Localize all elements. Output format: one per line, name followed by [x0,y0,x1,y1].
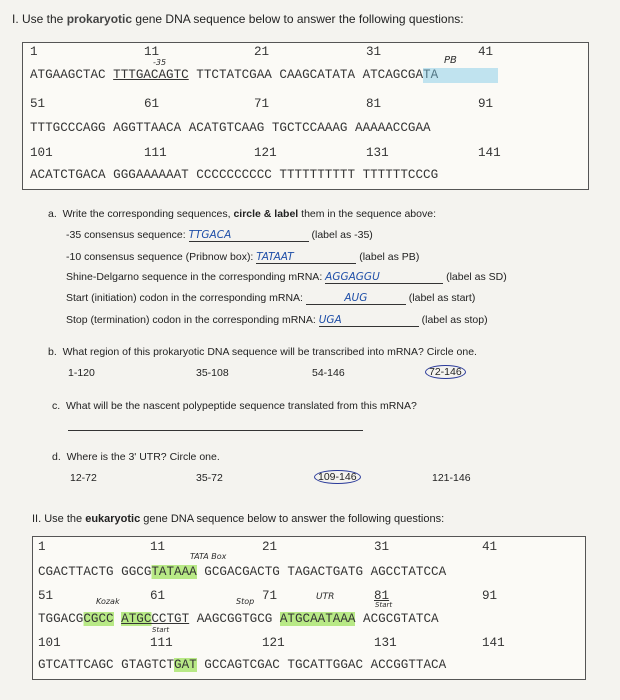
num: 71 [262,589,278,603]
seq-block: ATGAAGCTAC [30,68,106,82]
num: 11 [144,45,160,59]
seq-block: AGCCTATCCA [370,565,447,579]
seq-block-tga: GTAGTCTGAT [121,658,197,672]
qd-option-2[interactable]: 35-72 [196,472,223,484]
qd-option-1[interactable]: 12-72 [70,472,97,484]
num: 21 [262,540,278,554]
qa-answer-field[interactable] [189,229,309,242]
qc-answer-field[interactable] [68,428,363,431]
num: 1 [38,540,46,554]
part1-title [12,12,464,26]
part2-title [32,513,444,525]
qc-prompt: What will be the nascent polypeptide sequence translated from this mRNA? [66,400,417,412]
num: 91 [482,589,498,603]
num: 61 [144,97,160,111]
seq-block-atg: ATGCCCTGT [121,612,190,626]
qb-prompt: What region of this prokaryotic DNA sequence will be transcribed into mRNA? Circle one. [62,346,477,358]
num: 41 [482,540,498,554]
qa-note: (label as start) [408,292,476,304]
part2-title-post: gene DNA sequence below to answer the following questions: [140,513,445,525]
num: 121 [262,636,285,650]
num: 71 [254,97,270,111]
part1-title-pre: I. Use the [12,12,67,26]
seq1-row3 [30,168,438,182]
qa-answer: AUG [344,292,368,304]
seq-block-kozak: TGGACGCGCC [38,612,114,626]
seq-block-polya: ATGCAATAAA [279,612,356,626]
seq-block: ACGCGTATCA [363,612,439,626]
mark-start-2: Start [152,626,170,634]
seq-block: ACCGGTTACA [370,658,447,672]
num: 141 [482,636,505,650]
qa-prompt: Write the corresponding sequences, [62,208,234,220]
qa-answer: AGGAGGU [325,271,380,283]
qa-prompt-post: them in the sequence above: [298,208,436,220]
seq2-row1 [38,565,446,579]
seq1-row2 [30,121,431,135]
qa-line-2 [66,251,419,264]
qa-line-text: Shine-Delgarno sequence in the corresponding mRNA: [66,271,323,283]
num: 111 [144,146,167,160]
num: 1 [30,45,38,59]
qa-answer: UGA [318,314,342,326]
mark-tata-box: TATA Box [190,552,227,561]
num: 81 [366,97,382,111]
mark-kozak: Kozak [96,597,120,606]
mark-minus35: -35 [153,58,167,67]
seq-block: GCCAGTCGAC [204,658,280,672]
qa-line-5 [66,314,488,327]
qa-line-1 [66,229,373,242]
seq-block: TTTTTTTTTT [279,168,355,182]
seq-block: GCGACGACTG [204,565,280,579]
part2-title-bold: eukaryotic [85,513,141,525]
qd-option-3-circled[interactable]: 109-146 [314,470,361,484]
qa-line-text: Stop (termination) codon in the corresponding mRNA: [66,314,316,326]
num: 11 [150,540,166,554]
question-d [52,451,220,463]
num: 81 [374,589,390,603]
qb-option-1[interactable]: 1-120 [68,367,95,379]
mark-start-1: Start [375,601,393,609]
num: 121 [254,146,277,160]
seq-block-pb: CAAGCATATA [279,68,355,82]
question-b [48,346,477,358]
qa-answer-field[interactable] [319,314,419,327]
question-a [48,208,436,220]
seq-block: CGACTTACTG [38,565,114,579]
mark-pb: PB [444,55,457,66]
num: 111 [150,636,173,650]
part1-title-post: gene DNA sequence below to answer the following questions: [132,12,464,26]
qb-label: b. [48,346,57,358]
seq-block: TGCTCCAAAG [271,121,348,135]
question-c [52,400,417,412]
num: 101 [30,146,53,160]
part2-title-pre: II. Use the [32,513,86,525]
seq-block: AAGCGGTGCG [196,612,273,626]
seq-block: ATCAGCGATA [362,68,439,82]
qa-answer-field[interactable] [325,271,443,284]
num: 51 [38,589,54,603]
qd-label: d. [52,451,61,463]
num: 131 [374,636,397,650]
qa-answer: TTGACA [188,229,232,241]
num: 101 [38,636,61,650]
qb-option-2[interactable]: 35-108 [196,367,229,379]
qa-note: (label as SD) [446,271,507,283]
seq-block-tata: GGCGTATAAA [121,565,197,579]
seq-block: TGCATTGGAC [287,658,363,672]
qa-note: (label as stop) [421,314,488,326]
num: 141 [478,146,501,160]
seq-block: TAGACTGATG [287,565,363,579]
qa-line-4 [66,292,475,305]
seq2-row2 [38,612,439,626]
seq-block: TTTTTTCCCG [362,168,439,182]
seq-block-minus35: TTTGACAGTC [113,68,189,82]
seq-block: GTCATTCAGC [38,658,114,672]
seq1-row1 [30,68,438,82]
seq-block: ACATGTCAAG [188,121,265,135]
qc-label: c. [52,400,61,412]
seq-block: GGGAAAAAAT [113,168,189,182]
mark-utr: UTR [316,592,335,602]
qa-answer-field[interactable] [306,292,406,305]
hl-tata [423,68,498,83]
qa-label: a. [48,208,57,220]
seq-block: ACATCTGACA [30,168,106,182]
qd-option-4[interactable]: 121-146 [432,472,471,484]
qb-option-4-circled[interactable]: 72-146 [425,365,466,379]
qa-note: (label as PB) [359,251,420,263]
seq-block: TTTGCCCAGG [30,121,106,135]
mark-stop: Stop [236,597,255,606]
qa-line-text: -10 consensus sequence (Pribnow box): [66,251,254,263]
seq-block: AAAAACCGAA [355,121,431,135]
qa-line-text: Start (initiation) codon in the corresponding mRNA: [66,292,303,304]
seq2-row3 [38,658,446,672]
seq-block: AGGTTAACA [113,121,182,135]
qa-line-text: -35 consensus sequence: [66,229,186,241]
seq-block: TTCTATCGAA [196,68,272,82]
seq-block: CCCCCCCCCC [196,168,272,182]
num: 91 [478,97,494,111]
qa-prompt-bold: circle & label [233,208,299,220]
num: 51 [30,97,46,111]
num: 61 [150,589,166,603]
qa-line-3 [66,271,507,284]
qd-prompt: Where is the 3' UTR? Circle one. [66,451,220,463]
qa-note: (label as -35) [311,229,373,241]
num: 41 [478,45,494,59]
num: 131 [366,146,389,160]
num: 31 [366,45,382,59]
part1-title-bold: prokaryotic [66,12,133,26]
qa-answer: TATAAT [256,251,294,263]
qb-option-3[interactable]: 54-146 [312,367,345,379]
qa-answer-field[interactable] [256,251,356,264]
num: 31 [374,540,390,554]
num: 21 [254,45,270,59]
